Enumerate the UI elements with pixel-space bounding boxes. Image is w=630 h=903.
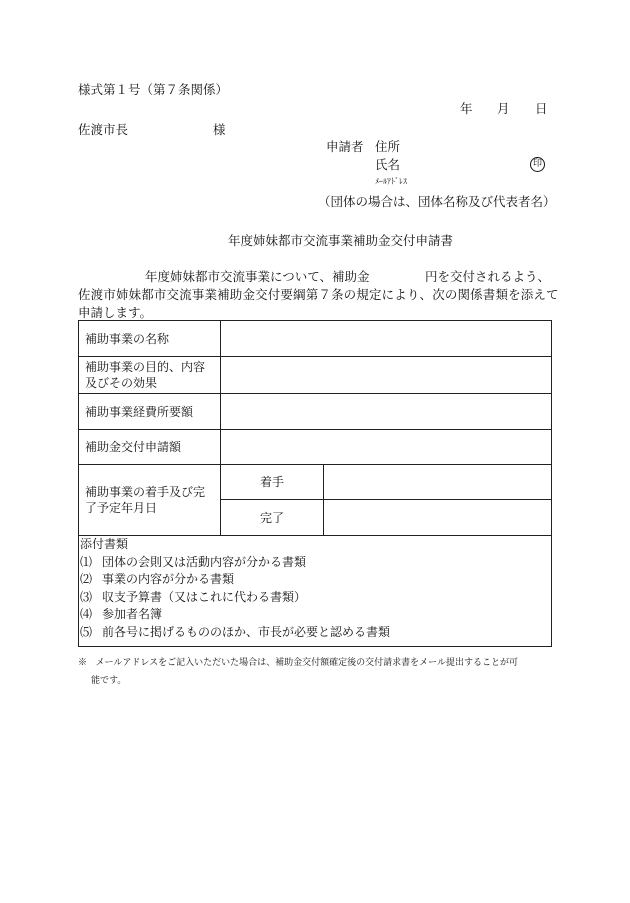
table-row [79, 357, 552, 394]
attachments-heading: 添付書類 [80, 537, 129, 551]
list-item: ⑷ 参加者名簿 [80, 607, 163, 621]
group-note: （団体の場合は、団体名称及び代表者名） [318, 194, 556, 209]
list-item: ⑸ 前各号に掲げるもののほか、市長が必要と認める書類 [80, 624, 391, 639]
seal-mark: 印 [530, 154, 545, 172]
page-title: 年度姉妹都市交流事業補助金交付申請書 [228, 233, 454, 248]
table-row [79, 465, 552, 500]
attachments-box [78, 533, 552, 647]
row-name-value[interactable] [221, 321, 552, 357]
table-row [79, 430, 552, 465]
row-name-label: 補助事業の名称 [79, 321, 221, 357]
applicant-label: 申請者 [326, 139, 364, 154]
footnote [78, 654, 558, 690]
address-label: 住所 [375, 139, 401, 154]
row-purpose-label: 補助事業の目的、内容 及びその効果 [79, 357, 221, 394]
body-line1-part1: 年度姉妹都市交流事業について、補助金 [145, 269, 370, 284]
application-table [78, 320, 552, 536]
name-label: 氏名 [375, 157, 401, 172]
note-line2: 能です。 [91, 676, 127, 686]
end-label: 完了 [221, 500, 324, 536]
start-label: 着手 [221, 465, 324, 500]
date-month: 月 [497, 101, 510, 116]
date-year: 年 [460, 101, 473, 116]
body-line3: 申請します。 [78, 305, 153, 320]
row-amount-value[interactable] [221, 430, 552, 465]
note-mark: ※ [78, 658, 88, 668]
row-dates-label: 補助事業の着手及び完 了予定年月日 [79, 465, 221, 536]
row-purpose-value[interactable] [221, 357, 552, 394]
start-date-value[interactable] [324, 465, 552, 500]
list-item: ⑵ 事業の内容が分かる書類 [80, 572, 235, 586]
body-line1-part2: 円を交付されるよう、 [425, 269, 551, 284]
form-number: 様式第１号（第７条関係） [78, 82, 229, 97]
email-label: ﾒｰﾙｱﾄﾞﾚｽ [375, 177, 407, 186]
note-line1: メールアドレスをご記入いただいた場合は、補助金交付額確定後の交付請求書をメール提出することが可 [95, 658, 518, 668]
row-amount-label: 補助金交付申請額 [79, 430, 221, 465]
honorific: 様 [213, 122, 226, 137]
date-day: 日 [535, 101, 548, 116]
row-cost-label: 補助事業経費所要額 [79, 394, 221, 430]
table-row [79, 394, 552, 430]
list-item: ⑴ 団体の会則又は活動内容が分かる書類 [80, 554, 307, 569]
end-date-value[interactable] [324, 500, 552, 536]
addressee: 佐渡市長 [78, 122, 129, 137]
body-line2: 佐渡市姉妹都市交流事業補助金交付要綱第７条の規定により、次の関係書類を添えて [78, 287, 559, 302]
table-row [79, 321, 552, 357]
list-item: ⑶ 収支予算書（又はこれに代わる書類） [80, 589, 307, 604]
row-cost-value[interactable] [221, 394, 552, 430]
